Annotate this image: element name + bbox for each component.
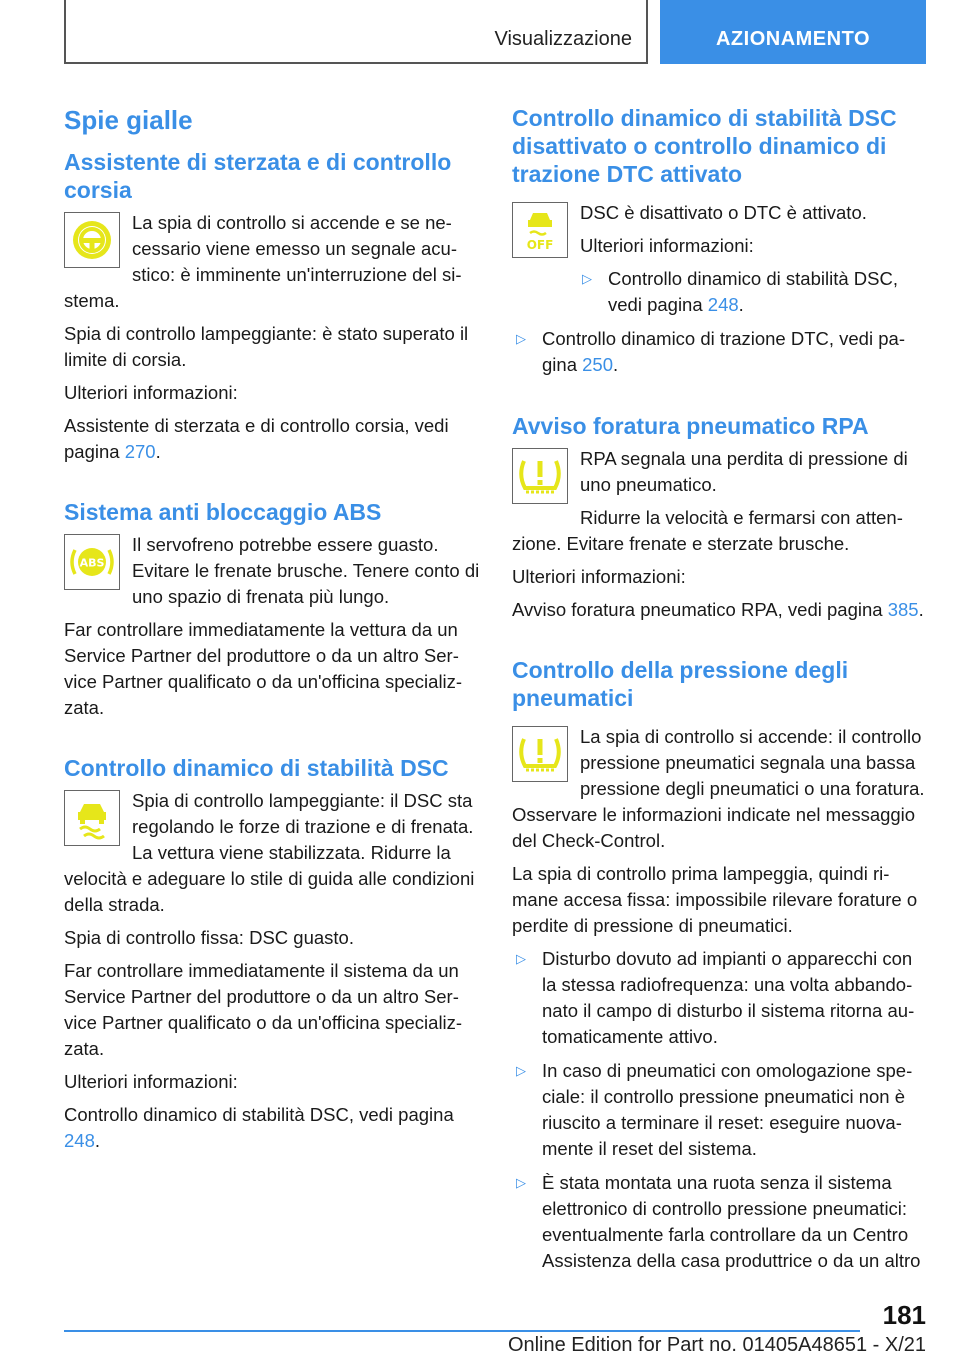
abs-icon [64,534,120,590]
dsc-off-icon [512,202,568,258]
paragraph: Ulteriori informazioni: [580,235,754,256]
page-link[interactable]: 270 [124,441,156,462]
section-heading: Controllo della pressione degli pneumatici [512,657,849,711]
bullet-icon: ▷ [516,331,526,346]
page-link[interactable]: 248 [707,294,739,315]
steering-wheel-icon [64,212,120,268]
paragraph: Il servofreno potrebbe essere guasto. Evitare le frenate brusche. Tenere conto di uno spazio di frenata più lungo. [132,534,480,607]
paragraph: Spia di controllo lampeggiante: è stato superato il limite di corsia. [64,323,469,370]
paragraph: Controllo dinamico di stabilità DSC, vedi pagina 248. [64,1104,454,1151]
section-tab [64,0,648,64]
section-dsc [64,754,482,1154]
paragraph: Ulteriori informazioni: [512,566,686,587]
paragraph: Ulteriori informazioni: [64,1071,238,1092]
section-tire-pressure [512,656,926,1274]
tire-warning-icon [512,448,568,504]
section-title: Visualizzazione [494,28,632,50]
page-header [64,0,926,66]
section-heading: Avviso foratura pneumatico RPA [512,413,869,439]
svg-text:ABS: ABS [79,556,105,570]
page-number: 181 [882,1300,926,1330]
chapter-title: AZIONAMENTO [715,28,870,50]
paragraph: Avviso foratura pneumatico RPA, vedi pagina 385. [512,599,924,620]
left-column [64,100,482,1161]
section-heading: Controllo dinamico di stabilità DSC disattivato o controllo dinamico di trazione DTC attivato [512,105,897,187]
page-link[interactable]: 250 [582,354,613,375]
paragraph: Ridurre la velocità e fermarsi con attenzione. Evitare frenate e sterzate brusche. [512,507,903,554]
section-heading: Controllo dinamico di stabilità DSC [64,755,449,781]
paragraph: Far controllare immediatamente il sistema da un Service Partner del produttore o da un altro Service Partner qualificato o da un'officina specializzata. [64,960,463,1059]
paragraph: La spia di controllo si accende: il controllo pressione pneumatici segnala una bassa pressione degli pneumatici o una foratura. Osservare le informazioni indicate nel messaggio del Check-Control. [512,726,925,851]
footer-divider [64,1330,860,1332]
paragraph: La spia di controllo si accende e se necessario viene emesso un segnale acustico: è imminente un'interruzione del sistema. [64,212,462,311]
svg-text:OFF: OFF [526,238,554,252]
list-item: ▷ Controllo dinamico di trazione DTC, vedi pagina 250. [516,328,905,375]
paragraph: La spia di controllo prima lampeggia, quindi rimane accesa fissa: impossibile rilevare forature o perdite di pressione di pneumatici. [512,863,918,936]
section-heading: Assistente di sterzata e di controllo corsia [64,149,452,203]
bullet-icon: ▷ [516,1175,526,1190]
bullet-icon: ▷ [582,271,592,286]
list [512,326,926,378]
list-item: ▷ In caso di pneumatici con omologazione speciale: il controllo pressione pneumatici non è riuscito a terminare il reset: eseguire nuovamente il reset del sistema. [516,1060,913,1159]
chapter-tab [660,0,926,64]
list [512,946,926,1274]
footer-text: Online Edition for Part no. 01405A48651 - X/21 [507,1334,926,1356]
dsc-icon [64,790,120,846]
bullet-icon: ▷ [516,1063,526,1078]
paragraph: Spia di controllo fissa: DSC guasto. [64,927,354,948]
section-abs [64,498,482,721]
list-item: ▷ Disturbo dovuto ad impianti o apparecchi con la stessa radiofrequenza: una volta abbandonato il campo di disturbo il sistema ritorna automaticamente attivo. [516,948,915,1047]
page-link[interactable]: 385 [887,599,919,620]
section-heading: Sistema anti bloccaggio ABS [64,499,382,525]
bullet-icon: ▷ [516,951,526,966]
section-dsc-off [512,104,926,378]
right-column [512,100,926,1282]
paragraph: Far controllare immediatamente la vettura da un Service Partner del produttore o da un altro Service Partner qualificato o da un'officina specializzata. [64,619,463,718]
paragraph: Spia di controllo lampeggiante: il DSC sta regolando le forze di trazione e di frenata. La vettura viene stabilizzata. Ridurre la velocità e adeguare lo stile di guida alle condizioni della strada. [64,790,475,915]
section-rpa [512,412,926,623]
page-title: Spie gialle [64,105,193,135]
tire-pressure-icon [512,726,568,782]
list-item: ▷ Controllo dinamico di stabilità DSC, vedi pagina 248. [582,268,898,315]
paragraph: DSC è disattivato o DTC è attivato. [580,202,867,223]
paragraph: Ulteriori informazioni: [64,382,238,403]
section-steering-assist [64,148,482,465]
list-item: ▷ È stata montata una ruota senza il sistema elettronico di controllo pressione pneumatici: eventualmente farla controllare da un Centro Assistenza della casa produttrice o da un altro [516,1172,921,1271]
sub-list [512,266,926,318]
paragraph: RPA segnala una perdita di pressione di uno pneumatico. [580,448,908,495]
paragraph: Assistente di sterzata e di controllo corsia, vedi pagina 270. [64,415,449,462]
page-link[interactable]: 248 [64,1130,95,1151]
